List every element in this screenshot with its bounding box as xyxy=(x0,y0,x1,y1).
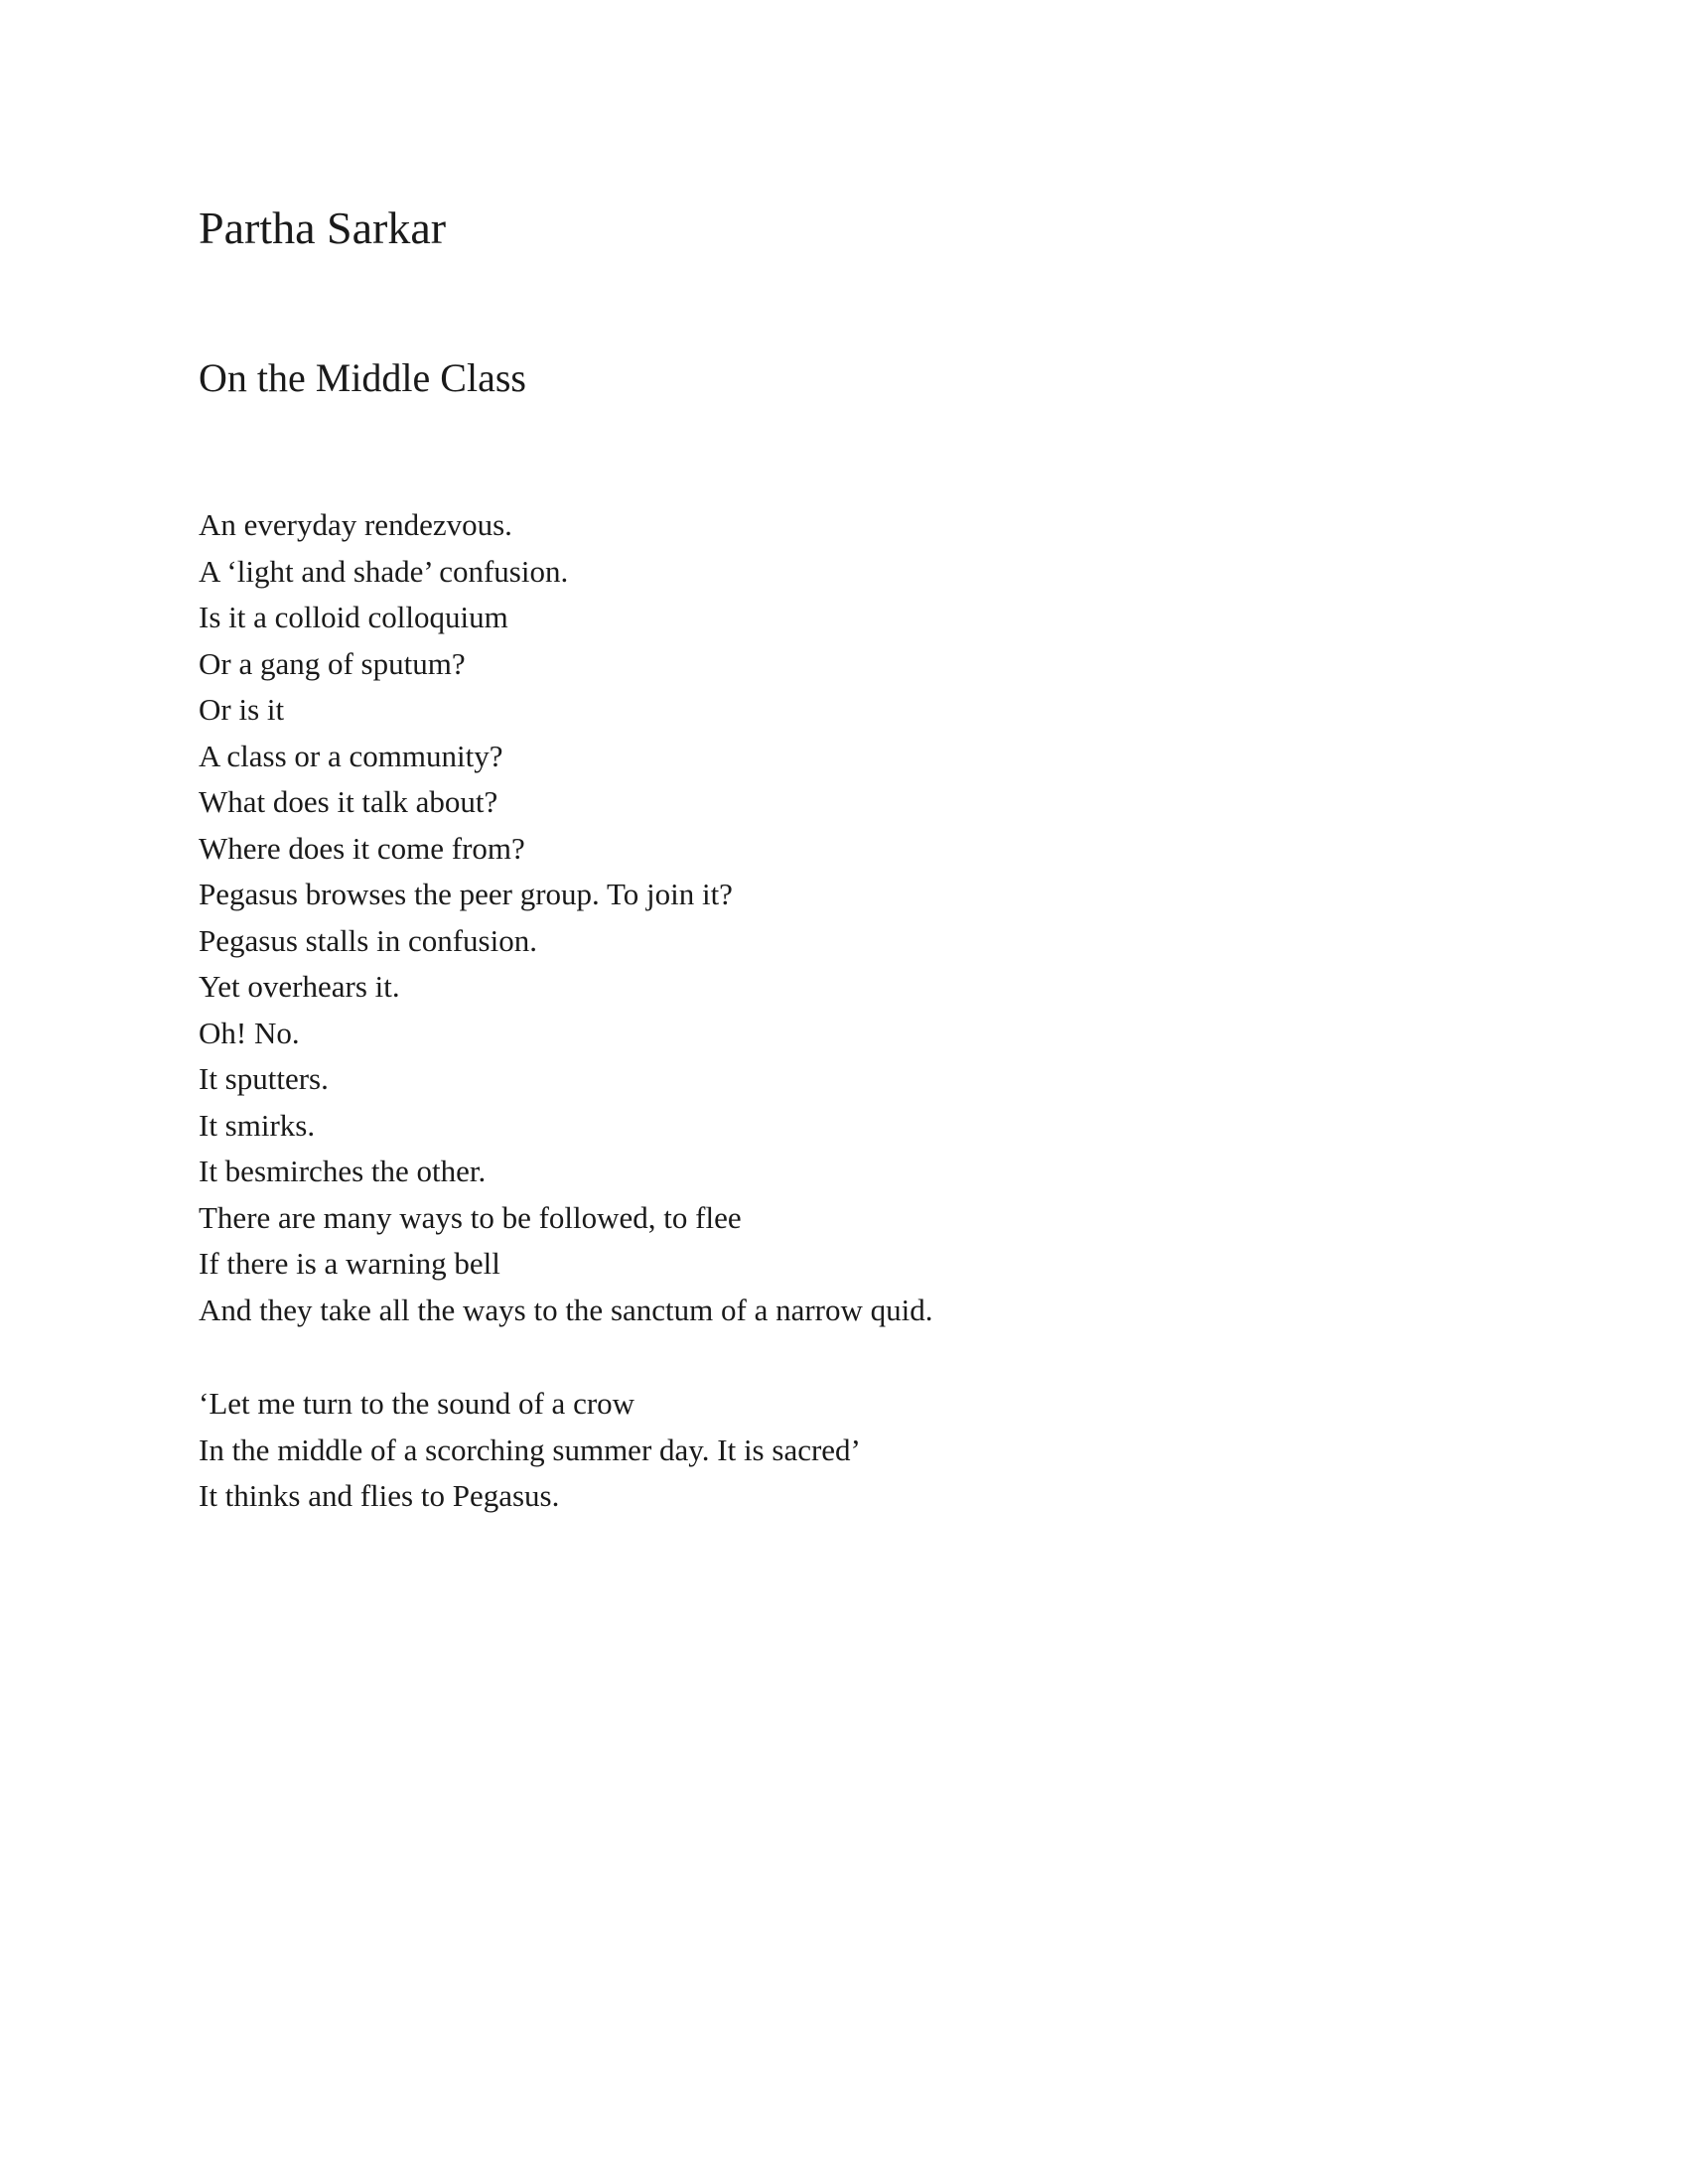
poem-line: It smirks. xyxy=(199,1107,316,1143)
poem-line: It sputters. xyxy=(199,1061,329,1096)
poem-title: On the Middle Class xyxy=(199,355,526,400)
poem-line: Yet overhears it. xyxy=(199,969,400,1004)
poem-line: Or a gang of sputum? xyxy=(199,645,466,681)
poem-line: Where does it come from? xyxy=(199,830,525,866)
stanza-2 xyxy=(199,1381,861,1520)
poem-line: What does it talk about? xyxy=(199,784,498,819)
poem-line: Or is it xyxy=(199,692,285,727)
poem-line: And they take all the ways to the sanctum of a narrow quid. xyxy=(199,1292,933,1327)
poem-line: It besmirches the other. xyxy=(199,1154,487,1188)
poem-line: It thinks and flies to Pegasus. xyxy=(199,1478,560,1513)
poem-line: An everyday rendezvous. xyxy=(199,507,512,542)
poem-line: Pegasus browses the peer group. To join it? xyxy=(199,877,733,911)
poem-line: There are many ways to be followed, to flee xyxy=(199,1199,742,1235)
poem-line: In the middle of a scorching summer day. It is sacred’ xyxy=(199,1432,861,1467)
author-name: Partha Sarkar xyxy=(199,203,447,253)
poem-line: Pegasus stalls in confusion. xyxy=(199,922,537,958)
stanza-1 xyxy=(199,502,933,1333)
poem-line: If there is a warning bell xyxy=(199,1246,500,1281)
poem-line: A ‘light and shade’ confusion. xyxy=(199,553,569,589)
poem-line: Is it a colloid colloquium xyxy=(199,600,508,634)
poem-line: Oh! No. xyxy=(199,1015,300,1050)
poem-line: ‘Let me turn to the sound of a crow xyxy=(199,1386,635,1421)
poem-line: A class or a community? xyxy=(199,738,503,773)
